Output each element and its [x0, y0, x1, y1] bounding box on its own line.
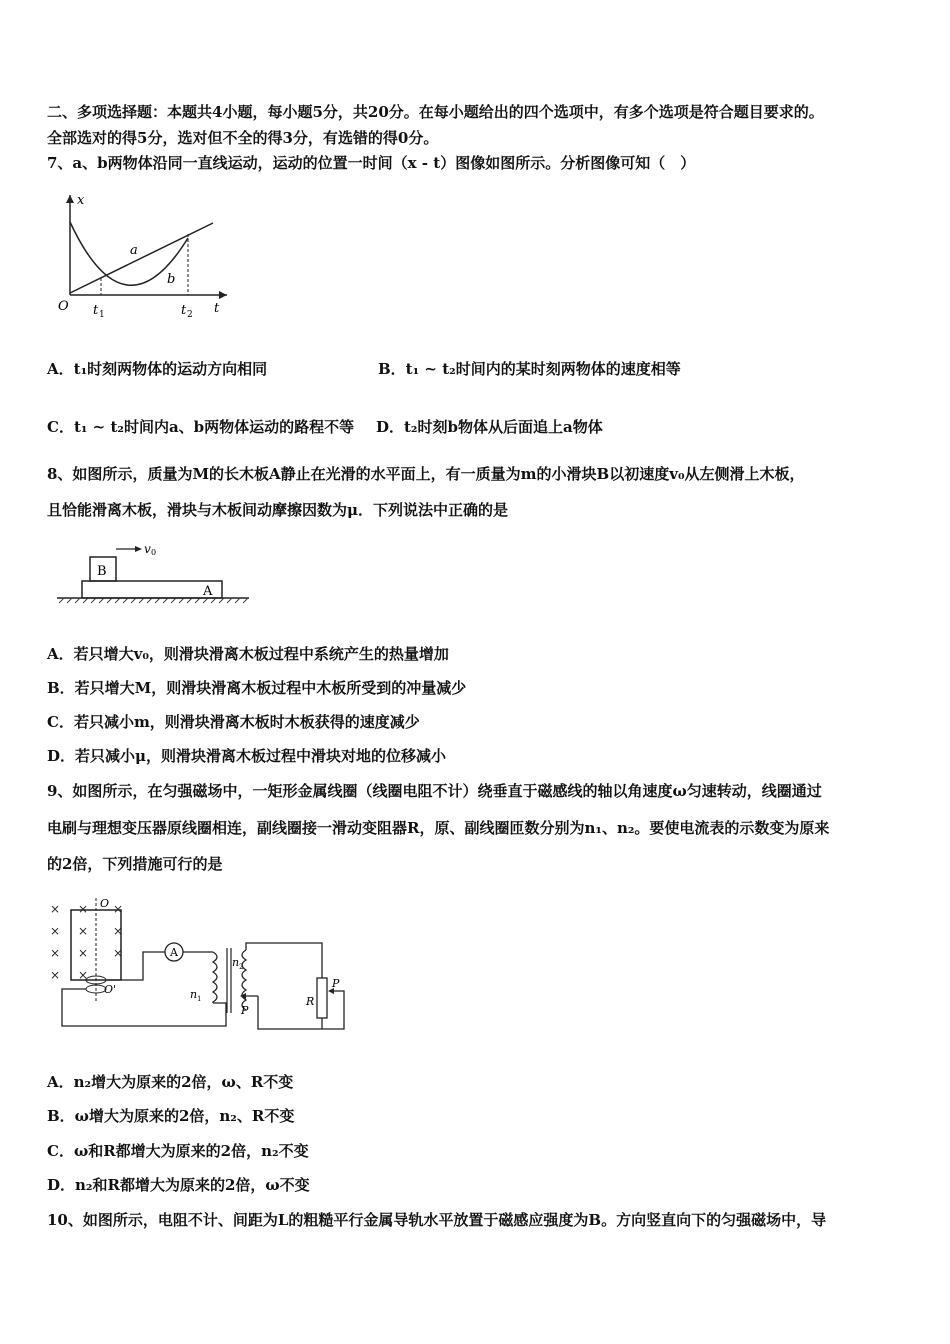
q8-option-a: A．若只增大v₀，则滑块滑离木板过程中系统产生的热量增加 — [47, 645, 449, 663]
t2-sub: 2 — [187, 310, 193, 320]
q7-option-a: A．t₁时刻两物体的运动方向相同 — [47, 360, 268, 378]
origin-label: O — [58, 299, 69, 314]
svg-text:×: × — [113, 946, 124, 960]
primary-sub: 1 — [197, 995, 202, 1003]
ammeter-label: A — [170, 946, 178, 959]
section-scoring: 全部选对的得5分，选对但不全的得3分，有选错的得0分。 — [47, 129, 439, 147]
t1-sub: 1 — [99, 310, 105, 320]
svg-text:×: × — [113, 924, 124, 938]
svg-text:×: × — [78, 902, 89, 916]
b-label: b — [167, 272, 176, 287]
t2-label: t — [181, 303, 187, 318]
tap-label: P — [241, 1004, 249, 1017]
svg-text:×: × — [78, 924, 89, 938]
board-a-label: A — [203, 584, 213, 599]
svg-text:×: × — [50, 968, 61, 982]
primary-label: n — [190, 988, 198, 1001]
resistor-label: R — [306, 995, 315, 1008]
q8-option-c: C．若只减小m，则滑块滑离木板时木板获得的速度减少 — [47, 713, 420, 731]
section-title: 二、多项选择题：本题共4小题，每小题5分，共20分。在每小题给出的四个选项中，有多个选项是符合题目要求的。 — [47, 103, 824, 121]
svg-text:×: × — [78, 946, 89, 960]
slider-label: P — [332, 977, 340, 990]
t1-label: t — [93, 303, 99, 318]
q10-stem-1: 10、如图所示，电阻不计、间距为L的粗糙平行金属导轨水平放置于磁感应强度为B。方向竖直向下的匀强磁场中，导 — [47, 1211, 827, 1229]
svg-text:×: × — [113, 902, 124, 916]
svg-text:×: × — [50, 946, 61, 960]
axis-top-label: O — [100, 897, 110, 910]
q9-stem-3: 的2倍，下列措施可行的是 — [47, 855, 223, 873]
resistor — [317, 978, 327, 1018]
a-label: a — [130, 243, 138, 258]
svg-text:×: × — [50, 924, 61, 938]
t-axis-label: t — [214, 301, 220, 316]
q7-option-b: B．t₁ ~ t₂时间内的某时刻两物体的速度相等 — [378, 360, 681, 378]
q9-option-c: C．ω和R都增大为原来的2倍，n₂不变 — [47, 1142, 309, 1160]
q7-option-c: C．t₁ ~ t₂时间内a、b两物体运动的路程不等 — [47, 418, 355, 436]
q7-xt-graph — [55, 190, 235, 320]
q9-option-a: A．n₂增大为原来的2倍，ω、R不变 — [47, 1073, 294, 1091]
line-a — [70, 223, 213, 293]
svg-text:×: × — [78, 968, 89, 982]
q8-stem-2: 且恰能滑离木板，滑块与木板间动摩擦因数为μ．下列说法中正确的是 — [47, 501, 508, 519]
q7-stem: 7、a、b两物体沿同一直线运动，运动的位置一时间（x - t）图像如图所示。分析图像可知（ ） — [47, 154, 696, 172]
q9-stem-2: 电刷与理想变压器原线圈相连，副线圈接一滑动变阻器R，原、副线圈匝数分别为n₁、n₂。要使电流表的示数变为原来 — [47, 819, 830, 837]
q9-circuit-figure — [48, 893, 368, 1038]
x-axis-arrow — [66, 195, 74, 203]
secondary-sub: 2 — [239, 963, 244, 971]
secondary-label: n — [232, 956, 240, 969]
sec-wire-bottom — [258, 991, 344, 1029]
svg-text:×: × — [50, 902, 61, 916]
sec-wire-top — [246, 943, 322, 978]
velocity-label: v — [144, 542, 151, 556]
q9-option-d: D．n₂和R都增大为原来的2倍，ω不变 — [47, 1176, 310, 1194]
velocity-sub: 0 — [151, 548, 157, 557]
t-axis-arrow — [219, 291, 227, 299]
q9-option-b: B．ω增大为原来的2倍，n₂、R不变 — [47, 1107, 295, 1125]
q8-stem-1: 8、如图所示，质量为M的长木板A静止在光滑的水平面上，有一质量为m的小滑块B以初速度v₀从左侧滑上木板， — [47, 465, 805, 483]
q8-option-b: B．若只增大M，则滑块滑离木板过程中木板所受到的冲量减少 — [47, 679, 467, 697]
field-crosses — [50, 902, 123, 982]
block-b-label: B — [97, 564, 107, 579]
primary-coil — [213, 952, 217, 1003]
q7-option-d: D．t₂时刻b物体从后面追上a物体 — [376, 418, 603, 436]
secondary-coil — [242, 950, 246, 1010]
q8-option-d: D．若只减小μ，则滑块滑离木板过程中滑块对地的位移减小 — [47, 747, 446, 765]
q8-board-figure — [55, 540, 255, 610]
x-axis-label: x — [77, 193, 85, 208]
board-a — [82, 581, 222, 598]
q9-stem-1: 9、如图所示，在匀强磁场中，一矩形金属线圈（线圈电阻不计）绕垂直于磁感线的轴以角速度ω匀速转动，线圈通过 — [47, 782, 822, 800]
axis-bottom-label: O' — [104, 983, 117, 996]
